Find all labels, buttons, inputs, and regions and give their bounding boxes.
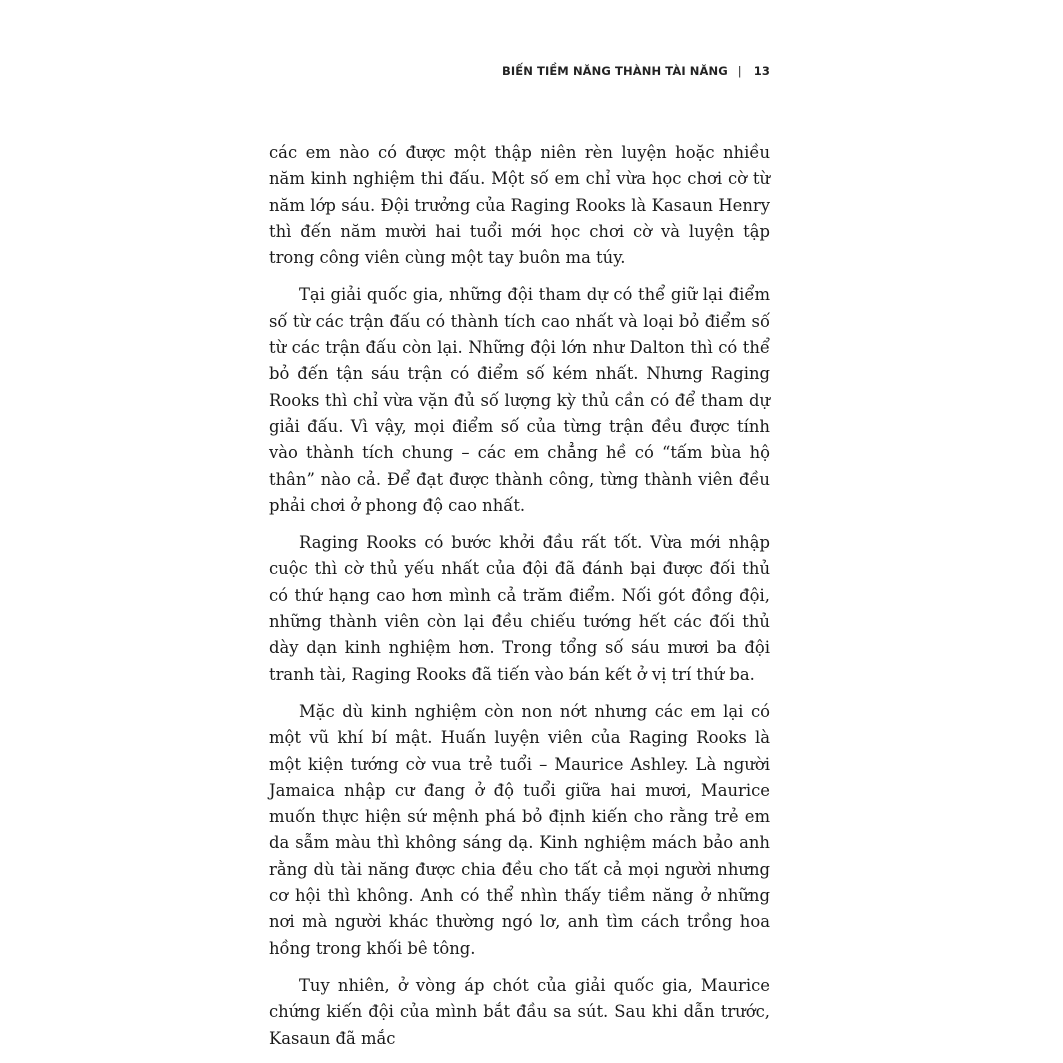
paragraph: Tuy nhiên, ở vòng áp chót của giải quốc gia, Maurice chứng kiến đội của mình bắt đầu sa sút. Sau khi dẫn trước, Kasaun đã mắc <box>269 975 770 1048</box>
header-separator: | <box>737 64 742 78</box>
running-title: BIẾN TIỀM NĂNG THÀNH TÀI NĂNG <box>502 64 728 78</box>
paragraph: các em nào có được một thập niên rèn luyện hoặc nhiều năm kinh nghiệm thi đấu. Một số em chỉ vừa học chơi cờ từ năm lớp sáu. Đội trưởng của Raging Rooks là Kasaun Henry thì đến năm mười hai tuổi mới học chơi cờ và luyện tập trong công viên cùng một tay buôn ma túy. <box>269 143 770 268</box>
paragraph: Raging Rooks có bước khởi đầu rất tốt. Vừa mới nhập cuộc thì cờ thủ yếu nhất của đội đã đánh bại được đối thủ có thứ hạng cao hơn mình cả trăm điểm. Nối gót đồng đội, những thành viên còn lại đều chiếu tướng hết các đối thủ dày dạn kinh nghiệm hơn. Trong tổng số sáu mươi ba đội tranh tài, Raging Rooks đã tiến vào bán kết ở vị trí thứ ba. <box>269 533 770 684</box>
paragraph: Mặc dù kinh nghiệm còn non nớt nhưng các em lại có một vũ khí bí mật. Huấn luyện viên của Raging Rooks là một kiện tướng cờ vua trẻ tuổi – Maurice Ashley. Là người Jamaica nhập cư đang ở độ tuổi giữa hai mươi, Maurice muốn thực hiện sứ mệnh phá bỏ định kiến cho rằng trẻ em da sẫm màu thì không sáng dạ. Kinh nghiệm mách bảo anh rằng dù tài năng được chia đều cho tất cả mọi người nhưng cơ hội thì không. Anh có thể nhìn thấy tiềm năng ở những nơi mà người khác thường ngó lơ, anh tìm cách trồng hoa hồng trong khối bê tông. <box>269 701 770 958</box>
paragraph: Tại giải quốc gia, những đội tham dự có thể giữ lại điểm số từ các trận đấu có thành tích cao nhất và loại bỏ điểm số từ các trận đấu còn lại. Những đội lớn như Dalton thì có thể bỏ đến tận sáu trận có điểm số kém nhất. Nhưng Raging Rooks thì chỉ vừa vặn đủ số lượng kỳ thủ cần có để tham dự giải đấu. Vì vậy, mọi điểm số của từng trận đều được tính vào thành tích chung – các em chẳng hề có “tấm bùa hộ thân” nào cả. Để đạt được thành công, từng thành viên đều phải chơi ở phong độ cao nhất. <box>269 285 770 515</box>
body-text <box>269 140 770 1063</box>
page-number: 13 <box>753 64 770 78</box>
running-header <box>300 64 770 78</box>
